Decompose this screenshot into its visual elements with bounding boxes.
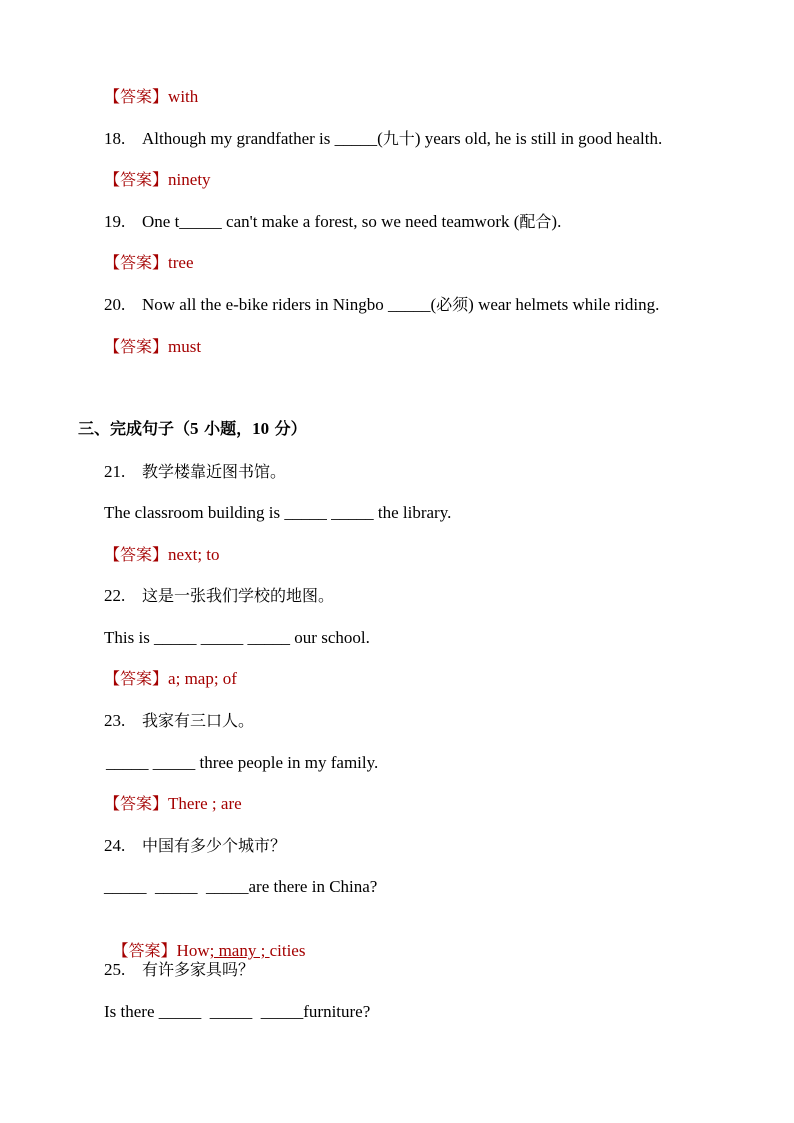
answer-bracket-open: 【: [104, 87, 121, 106]
question-23: [104, 710, 254, 732]
answer-text-b: ; many ;: [209, 941, 270, 960]
question-number: 19.: [104, 212, 126, 231]
answer-text: ninety: [168, 170, 211, 189]
answer-bracket-open: 【: [104, 337, 121, 356]
question-number: 23.: [104, 711, 126, 730]
answer-text: There ; are: [168, 794, 242, 813]
answer-bracket-close: 】: [160, 941, 177, 960]
question-chinese: 教学楼靠近图书馆。: [142, 462, 287, 481]
question-21: [104, 461, 286, 483]
question-chinese-hint: 必须: [436, 295, 469, 314]
answer-line: [104, 336, 201, 358]
answer-bracket-open: 【: [104, 170, 121, 189]
question-text-after: ) years old, he is still in good health.: [414, 129, 663, 148]
question-22-english: This is _____ _____ _____ our school.: [104, 628, 370, 647]
section-mid: 小题，: [198, 419, 253, 438]
question-text-before: Although my grandfather is _____(: [142, 129, 383, 148]
answer-text: with: [168, 87, 199, 106]
question-chinese: 中国有多少个城市？: [142, 836, 287, 855]
question-25-english: Is there _____ _____ _____furniture?: [104, 1002, 371, 1021]
question-text-after: ) wear helmets while riding.: [468, 295, 660, 314]
answer-label: 答案: [120, 545, 153, 564]
question-text-before: Now all the e-bike riders in Ningbo _____(: [142, 295, 437, 314]
question-23-english: _____ _____ three people in my family.: [106, 753, 379, 772]
answer-text: must: [168, 337, 202, 356]
answer-label: 答案: [120, 794, 153, 813]
question-18: [104, 128, 662, 150]
question-number: 22.: [104, 586, 126, 605]
section-count: 5: [190, 419, 199, 438]
answer-text: tree: [168, 253, 194, 272]
answer-label: 答案: [120, 170, 153, 189]
answer-text: a; map; of: [168, 669, 237, 688]
question-chinese-hint: 配合: [519, 212, 552, 231]
answer-bracket-open: 【: [104, 794, 121, 813]
answer-text-a: How: [176, 941, 210, 960]
answer-text: next; to: [168, 545, 220, 564]
question-number: 20.: [104, 295, 126, 314]
answer-bracket-open: 【: [112, 941, 129, 960]
answer-bracket-open: 【: [104, 253, 121, 272]
answer-label: 答案: [120, 87, 153, 106]
answer-text-c: cities: [269, 941, 306, 960]
answer-bracket-close: 】: [152, 794, 169, 813]
answer-line: [104, 918, 306, 960]
question-25: [104, 959, 254, 981]
answer-line: [104, 252, 194, 274]
answer-bracket-close: 】: [152, 337, 169, 356]
question-chinese: 这是一张我们学校的地图。: [142, 586, 335, 605]
question-21-english: The classroom building is _____ _____ the library.: [104, 503, 452, 522]
question-number: 18.: [104, 129, 126, 148]
answer-line: [104, 86, 198, 108]
answer-bracket-close: 】: [152, 170, 169, 189]
answer-bracket-close: 】: [152, 669, 169, 688]
question-text-before: One t_____ can't make a forest, so we need teamwork (: [142, 212, 520, 231]
question-20: [104, 294, 659, 316]
question-number: 21.: [104, 462, 126, 481]
answer-label: 答案: [120, 669, 153, 688]
question-24: [104, 835, 286, 857]
question-19: [104, 211, 561, 233]
section-score: 10: [252, 419, 270, 438]
answer-bracket-close: 】: [152, 545, 169, 564]
answer-bracket-open: 【: [104, 545, 121, 564]
answer-line: [104, 793, 242, 815]
question-24-english: _____ _____ _____are there in China?: [104, 877, 378, 896]
answer-bracket-open: 【: [104, 669, 121, 688]
question-number: 24.: [104, 836, 126, 855]
answer-label: 答案: [120, 337, 153, 356]
question-chinese: 有许多家具吗？: [142, 960, 255, 979]
question-chinese: 我家有三口人。: [142, 711, 255, 730]
section-heading: [78, 418, 307, 440]
section-title: 三、完成句子（: [78, 419, 191, 438]
question-chinese-hint: 九十: [382, 129, 415, 148]
question-number: 25.: [104, 960, 126, 979]
answer-line: [104, 668, 237, 690]
section-end: 分）: [269, 419, 307, 438]
answer-label: 答案: [120, 253, 153, 272]
answer-bracket-close: 】: [152, 253, 169, 272]
answer-bracket-close: 】: [152, 87, 169, 106]
question-text-after: ).: [551, 212, 562, 231]
answer-label: 答案: [128, 941, 161, 960]
question-22: [104, 585, 334, 607]
answer-line: [104, 169, 211, 191]
answer-line: [104, 544, 220, 566]
